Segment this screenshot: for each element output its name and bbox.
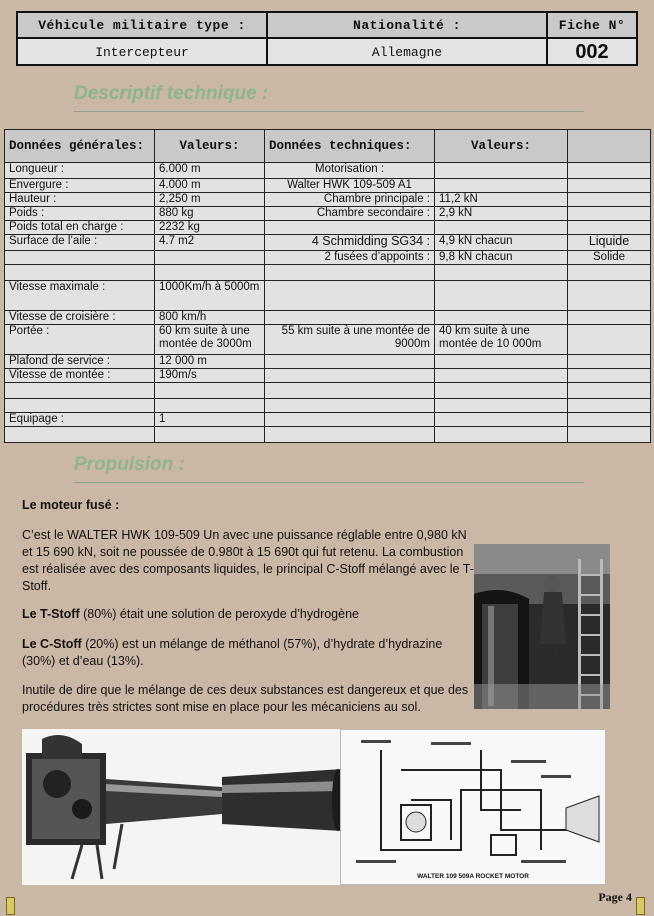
engine-paragraph-1: C’est le WALTER HWK 109-509 Un avec une puissance réglable entre 0,980 kN et 15 690 kN, soit ne poussée de 0.980t à 15 690t qui fut retenu. La combustion est réalisée avec des composants liquides, le principal C-Stoff mélangé avec le T-Stoff. <box>22 528 474 593</box>
table-cell <box>5 427 155 443</box>
table-cell: Vitesse de croisière : <box>5 311 155 325</box>
table-cell <box>5 399 155 413</box>
table-cell: 2,250 m <box>155 193 265 207</box>
table-cell <box>568 427 651 443</box>
table-cell: 880 kg <box>155 207 265 221</box>
table-cell <box>265 399 435 413</box>
table-cell <box>568 193 651 207</box>
sheet-number-label: Fiche N° <box>558 17 626 33</box>
table-cell <box>265 311 435 325</box>
table-cell: 4,9 kN chacun <box>435 235 568 251</box>
technical-section-title: Descriptif technique : <box>74 83 269 104</box>
table-cell: 4.000 m <box>155 179 265 193</box>
table-cell <box>568 207 651 221</box>
table-cell <box>568 325 651 355</box>
table-cell <box>435 221 568 235</box>
t-stoff-text: (80%) était une solution de peroxyde d’hydrogène <box>79 607 359 621</box>
table-cell: 55 km suite à une montée de 9000m <box>265 325 435 355</box>
table-cell <box>435 399 568 413</box>
engine-subtitle: Le moteur fusé : <box>22 498 120 512</box>
table-cell <box>435 369 568 383</box>
table-row <box>5 311 651 325</box>
table-cell: Portée : <box>5 325 155 355</box>
table-cell: 11,2 kN <box>435 193 568 207</box>
table-row <box>5 413 651 427</box>
table-row <box>5 163 651 179</box>
table-cell: 60 km suite à une montée de 3000m <box>155 325 265 355</box>
table-cell <box>568 413 651 427</box>
engine-paragraph-3 <box>22 636 478 670</box>
table-cell <box>435 355 568 369</box>
table-cell: Plafond de service : <box>5 355 155 369</box>
table-row <box>5 193 651 207</box>
corner-marker-right <box>636 897 645 915</box>
engine-paragraph-2 <box>22 606 478 623</box>
table-row <box>5 235 651 251</box>
table-header-cell: Valeurs: <box>435 130 568 163</box>
table-cell: 1000Km/h à 5000m <box>155 281 265 311</box>
table-row <box>5 383 651 399</box>
table-row <box>5 179 651 193</box>
table-cell <box>568 355 651 369</box>
table-cell: Vitesse de montée : <box>5 369 155 383</box>
table-cell <box>568 383 651 399</box>
table-cell <box>155 383 265 399</box>
propulsion-section-title: Propulsion : <box>74 454 185 475</box>
table-cell <box>155 427 265 443</box>
table-cell <box>155 265 265 281</box>
nationality-value: Allemagne <box>268 39 548 66</box>
table-cell <box>435 427 568 443</box>
t-stoff-term: Le T-Stoff <box>22 607 80 621</box>
table-row <box>5 355 651 369</box>
page-number: Page 4 <box>598 890 632 904</box>
table-cell <box>265 265 435 281</box>
table-cell <box>568 163 651 179</box>
table-cell <box>5 265 155 281</box>
table-cell <box>568 311 651 325</box>
table-row <box>5 251 651 265</box>
table-cell <box>5 383 155 399</box>
table-cell <box>435 179 568 193</box>
rocket-motor-schematic <box>340 729 606 885</box>
table-row <box>5 427 651 443</box>
table-cell: 12 000 m <box>155 355 265 369</box>
table-cell <box>265 281 435 311</box>
table-row <box>5 281 651 311</box>
table-cell: Chambre secondaire : <box>265 207 435 221</box>
technical-section-rule <box>74 111 584 112</box>
table-cell: 2232 kg <box>155 221 265 235</box>
table-cell <box>568 399 651 413</box>
table-cell <box>435 311 568 325</box>
table-cell: Longueur : <box>5 163 155 179</box>
table-cell <box>435 413 568 427</box>
vehicle-type-value: Intercepteur <box>18 39 268 66</box>
table-cell <box>265 383 435 399</box>
table-cell <box>435 265 568 281</box>
table-cell: 1 <box>155 413 265 427</box>
table-cell <box>265 355 435 369</box>
nationality-label: Nationalité : <box>268 13 548 37</box>
engine-paragraph-4: Inutile de dire que le mélange de ces deux substances est dangereux et que des procédures très strictes sont mise en place pour les mécaniciens au sol. <box>22 683 469 714</box>
table-cell: 40 km suite à une montée de 10 000m <box>435 325 568 355</box>
table-cell: 2 fusées d’appoints : <box>265 251 435 265</box>
table-row <box>5 265 651 281</box>
table-row <box>5 221 651 235</box>
table-header-cell: Données générales: <box>5 130 155 163</box>
table-cell <box>155 399 265 413</box>
table-header-cell: Valeurs: <box>155 130 265 163</box>
table-cell <box>265 413 435 427</box>
table-cell <box>155 251 265 265</box>
corner-marker-left <box>6 897 15 915</box>
table-cell <box>568 369 651 383</box>
table-header-cell <box>568 130 651 163</box>
table-cell <box>435 281 568 311</box>
table-row <box>5 369 651 383</box>
table-cell: Equipage : <box>5 413 155 427</box>
table-cell: 4 Schmidding SG34 : <box>265 235 435 251</box>
table-cell <box>265 221 435 235</box>
c-stoff-term: Le C-Stoff <box>22 637 82 651</box>
table-cell: Surface de l’aile : <box>5 235 155 251</box>
table-cell <box>435 163 568 179</box>
header-label-row <box>18 13 636 39</box>
schematic-caption: WALTER 109 509A ROCKET MOTOR <box>417 873 529 880</box>
table-cell <box>568 179 651 193</box>
table-cell: 6.000 m <box>155 163 265 179</box>
table-cell: Liquide <box>568 235 651 251</box>
table-header-row <box>5 130 651 163</box>
table-cell <box>568 265 651 281</box>
table-cell <box>568 281 651 311</box>
table-row <box>5 399 651 413</box>
table-cell: Walter HWK 109-509 A1 <box>265 179 435 193</box>
table-cell: Motorisation : <box>265 163 435 179</box>
table-cell: Chambre principale : <box>265 193 435 207</box>
sheet-number-value: 002 <box>575 41 609 63</box>
engine-illustration <box>22 729 344 885</box>
table-cell <box>265 369 435 383</box>
mechanics-photo <box>474 544 610 709</box>
table-cell: Vitesse maximale : <box>5 281 155 311</box>
table-cell: 800 km/h <box>155 311 265 325</box>
table-cell: Poids : <box>5 207 155 221</box>
propulsion-section-rule <box>74 482 584 483</box>
table-row <box>5 325 651 355</box>
table-cell: 9,8 kN chacun <box>435 251 568 265</box>
table-cell <box>5 251 155 265</box>
table-cell <box>435 383 568 399</box>
table-cell <box>265 427 435 443</box>
table-cell: 2,9 kN <box>435 207 568 221</box>
vehicle-type-label: Véhicule militaire type : <box>18 13 268 37</box>
table-cell: Solide <box>568 251 651 265</box>
header-value-row <box>18 39 636 66</box>
table-cell: 190m/s <box>155 369 265 383</box>
technical-data-table <box>4 129 651 443</box>
header-table <box>16 11 638 66</box>
table-header-cell: Données techniques: <box>265 130 435 163</box>
table-cell: Poids total en charge : <box>5 221 155 235</box>
table-cell: Hauteur : <box>5 193 155 207</box>
table-cell: 4.7 m2 <box>155 235 265 251</box>
c-stoff-text: (20%) est un mélange de méthanol (57%), d’hydrate d’hydrazine (30%) et d’eau (13%). <box>22 637 443 668</box>
table-cell <box>568 221 651 235</box>
table-row <box>5 207 651 221</box>
table-cell: Envergure : <box>5 179 155 193</box>
